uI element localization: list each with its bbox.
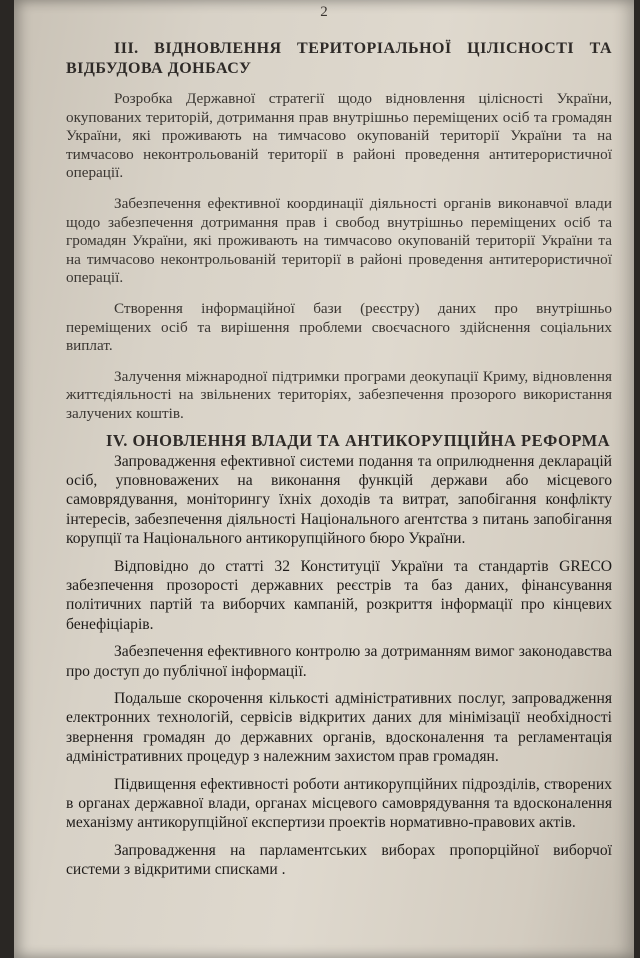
section-3-heading-continued: ВІДБУДОВА ДОНБАСУ (66, 60, 252, 77)
section-3-paragraph: Розробка Державної стратегії щодо відновлення цілісності України, окупованих територій, дотримання прав внутрішньо переміщених осіб та громадян України, які проживають на тимчасово окупованій території України та на тимчасово неконтрольованій території в районі проведення антитерористичної операції. (66, 90, 612, 182)
section-4-paragraph: Підвищення ефективності роботи антикорупційних підрозділів, створених в органах державної влади, органах місцевого самоврядування та вдосконалення механізму антикорупційної експертизи проектів нормативно-правових актів. (66, 775, 612, 832)
section-4-paragraph: Відповідно до статті 32 Конституції України та стандартів GRECO забезпечення прозорості державних реєстрів та баз даних, фінансування політичних партій та виборчих кампаній, розкриття інформації про кінцевих бенефіціарів. (66, 557, 612, 633)
document-body (66, 38, 612, 880)
section-4-heading: IV. ОНОВЛЕННЯ ВЛАДИ ТА АНТИКОРУПЦІЙНА РЕФОРМА (106, 430, 611, 450)
section-4-paragraph: Запровадження на парламентських виборах пропорційної виборчої системи з відкритими списками . (66, 841, 612, 879)
section-4-paragraph: Запровадження ефективної системи подання та оприлюднення декларацій осіб, уповноважених на виконання функцій держави або місцевого самоврядування, моніторингу їхніх доходів та витрат, запобігання конфлікту інтересів, забезпечення діяльності Національного агентства з питань запобігання корупції та Національного антикорупційного бюро України. (66, 452, 612, 548)
document-page (14, 0, 634, 958)
section-3-heading: III. ВІДНОВЛЕННЯ ТЕРИТОРІАЛЬНОЇ ЦІЛІСНОСТІ ТА (114, 40, 612, 57)
section-4-paragraph: Забезпечення ефективного контролю за дотриманням вимог законодавства про доступ до публічної інформації. (66, 643, 612, 680)
page-number: 2 (320, 4, 328, 20)
section-4-paragraph: Подальше скорочення кількості адміністративних послуг, запровадження електронних технологій, сервісів відкритих даних для мінімізації необхідності звернення громадян до державних органів, вдосконалення та регламентація адміністративних процедур з належним захистом прав громадян. (66, 689, 612, 766)
section-3-paragraph: Створення інформаційної бази (реєстру) даних про внутрішньо переміщених осіб та вирішення проблеми своєчасного здійснення соціальних виплат. (66, 299, 612, 355)
section-3-paragraph: Залучення міжнародної підтримки програми деокупації Криму, відновлення життєдіяльності на звільнених територіях, забезпечення прозорого використання залучених коштів. (66, 367, 612, 422)
section-3-paragraph: Забезпечення ефективної координації діяльності органів виконавчої влади щодо забезпечення дотримання прав і свобод внутрішньо переміщених осіб та громадян України, які проживають на тимчасово окупованій території України та на тимчасово неконтрольованій території в районі проведення антитерористичної операції. (66, 194, 612, 287)
